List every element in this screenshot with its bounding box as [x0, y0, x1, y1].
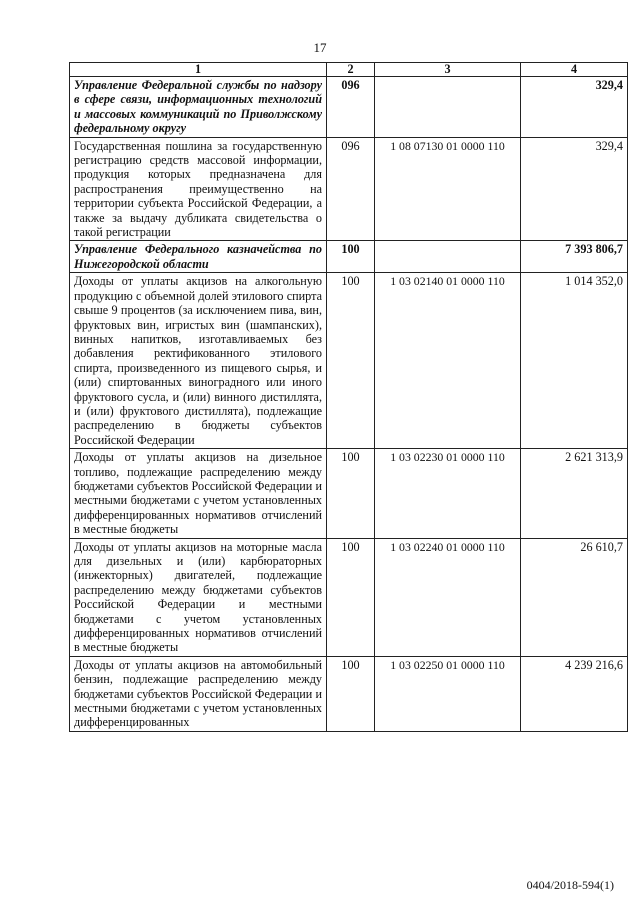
table-body — [70, 77, 628, 732]
row-revenue-code-cell — [375, 77, 521, 138]
row-admin-code-cell: 096 — [327, 77, 375, 138]
row-name-cell: Доходы от уплаты акцизов на алкогольную продукцию с объемной долей этилового спирта свыше 9 процентов (за исключением пива, вин, фруктовых вин, игристых вин (шампанских), винных напитков, изготавливаемых без добавления ректификованного этилового спирта, произведенного из пищевого сырья, и (или) спиртованных виноградного или иного фруктового сусла, и (или) винного дистиллята, и (или) фруктового дистиллята), подлежащие распределению в бюджеты субъектов Российской Федерации — [70, 273, 327, 449]
row-admin-code-cell: 100 — [327, 273, 375, 449]
table-row — [70, 656, 628, 731]
header-col-2: 2 — [327, 63, 375, 77]
row-admin-code-cell: 100 — [327, 656, 375, 731]
row-amount-cell: 7 393 806,7 — [521, 241, 628, 273]
table-header-row — [70, 63, 628, 77]
row-amount-cell: 329,4 — [521, 137, 628, 241]
row-revenue-code-cell: 1 03 02230 01 0000 110 — [375, 449, 521, 538]
row-name-cell: Управление Федеральной службы по надзору в сфере связи, информационных технологий и массовых коммуникаций по Приволжскому федеральному округу — [70, 77, 327, 138]
row-name-cell: Доходы от уплаты акцизов на автомобильный бензин, подлежащие распределению между бюджетами субъектов Российской Федерации и местными бюджетами с учетом установленных дифференцированных — [70, 656, 327, 731]
row-revenue-code-cell — [375, 241, 521, 273]
row-revenue-code-cell: 1 08 07130 01 0000 110 — [375, 137, 521, 241]
row-admin-code-cell: 100 — [327, 449, 375, 538]
header-col-1: 1 — [70, 63, 327, 77]
row-name-cell: Государственная пошлина за государственную регистрацию средств массовой информации, продукция которых предназначена для распространения преимущественно на территории субъекта Российской Федерации, а также за выдачу дубликата свидетельства о такой регистрации — [70, 137, 327, 241]
table-row — [70, 538, 628, 656]
header-col-4: 4 — [521, 63, 628, 77]
table-row — [70, 273, 628, 449]
header-col-3: 3 — [375, 63, 521, 77]
row-amount-cell: 2 621 313,9 — [521, 449, 628, 538]
table-row — [70, 241, 628, 273]
row-admin-code-cell: 100 — [327, 538, 375, 656]
row-revenue-code-cell: 1 03 02240 01 0000 110 — [375, 538, 521, 656]
page-number: 17 — [313, 40, 327, 55]
revenue-table — [69, 62, 628, 732]
row-name-cell: Управление Федерального казначейства по Нижегородской области — [70, 241, 327, 273]
row-revenue-code-cell: 1 03 02140 01 0000 110 — [375, 273, 521, 449]
row-amount-cell: 329,4 — [521, 77, 628, 138]
row-revenue-code-cell: 1 03 02250 01 0000 110 — [375, 656, 521, 731]
row-name-cell: Доходы от уплаты акцизов на моторные масла для дизельных и (или) карбюраторных (инжекторных) двигателей, подлежащие распределению между бюджетами субъектов Российской Федерации и местными бюджетами с учетом установленных дифференцированных нормативов отчислений в местные бюджеты — [70, 538, 327, 656]
table-row — [70, 137, 628, 241]
row-admin-code-cell: 096 — [327, 137, 375, 241]
row-amount-cell: 1 014 352,0 — [521, 273, 628, 449]
row-amount-cell: 4 239 216,6 — [521, 656, 628, 731]
table-row — [70, 449, 628, 538]
row-name-cell: Доходы от уплаты акцизов на дизельное топливо, подлежащие распределению между бюджетами субъектов Российской Федерации и местными бюджетами с учетом установленных дифференцированных нормативов отчислений в местные бюджеты — [70, 449, 327, 538]
document-code: 0404/2018-594(1) — [526, 878, 614, 892]
row-amount-cell: 26 610,7 — [521, 538, 628, 656]
row-admin-code-cell: 100 — [327, 241, 375, 273]
table-row — [70, 77, 628, 138]
